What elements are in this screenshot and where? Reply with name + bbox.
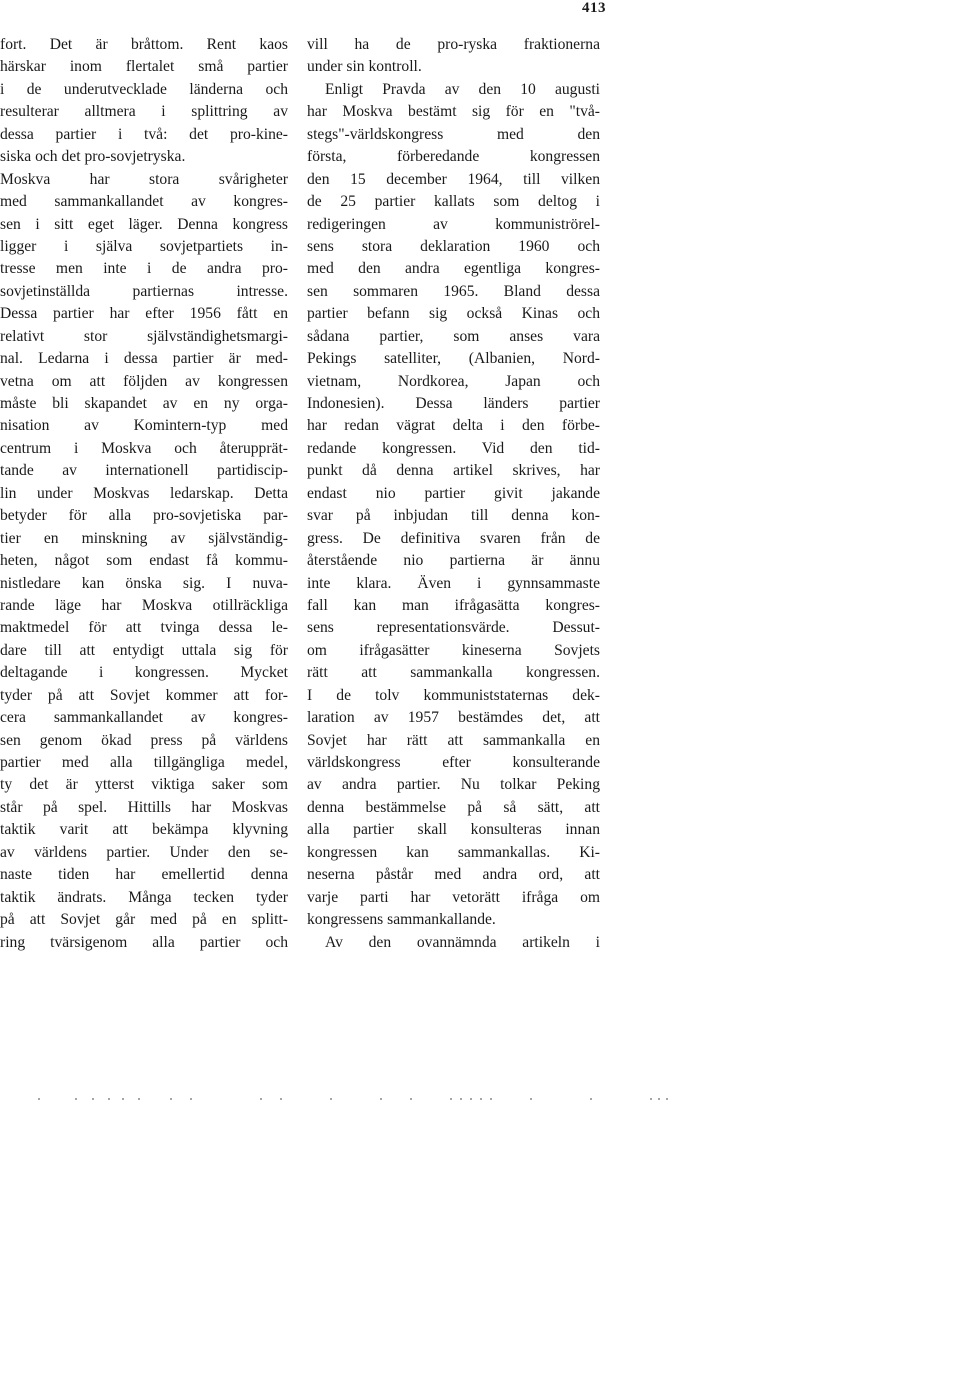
- text-line: vill ha de pro-ryska fraktionerna: [307, 36, 600, 53]
- text-line: heten, något som endast få kommu-: [0, 552, 288, 570]
- text-line: taktik varit att bekämpa klyvning: [0, 821, 288, 839]
- text-line: cera sammankallandet av kongres-: [0, 709, 288, 727]
- text-line: relativt stor självständighetsmargi-: [0, 327, 288, 345]
- text-line: betyder för alla pro-sovjetiska par-: [0, 507, 288, 525]
- text-line: vietnam, Nordkorea, Japan och: [307, 372, 600, 390]
- scan-dot: [122, 1098, 124, 1100]
- text-line: sen genom ökad press på världens: [0, 731, 288, 749]
- text-line: nal. Ledarna i dessa partier är med-: [0, 350, 288, 368]
- right-text-column: [307, 34, 600, 954]
- text-line: denna bestämmelse på så sätt, att: [307, 798, 600, 816]
- text-line: sovjetinställda partiernas intresse.: [0, 282, 288, 300]
- text-line: I de tolv kommuniststaternas dek-: [307, 686, 600, 704]
- scan-dot: [170, 1098, 172, 1100]
- text-line: härskar inom flertalet små partier: [0, 58, 288, 76]
- text-line: under sin kontroll.: [307, 58, 422, 76]
- text-line: med sammankallandet av kongres-: [0, 193, 288, 211]
- scan-dot: [75, 1098, 77, 1100]
- scan-dot: [260, 1098, 262, 1100]
- page-number: 413: [582, 0, 606, 16]
- text-line: naste tiden har emellertid denna: [0, 866, 288, 884]
- text-line: i de underutvecklade länderna och: [0, 80, 288, 98]
- scan-dot: [480, 1098, 482, 1100]
- text-line: Sovjet har rätt att sammankalla en: [307, 731, 600, 749]
- text-line: partier med alla tillgängliga medel,: [0, 754, 288, 771]
- text-line: tyder på att Sovjet kommer att for-: [0, 686, 288, 704]
- text-line: redande kongressen. Vid den tid-: [307, 439, 600, 457]
- text-line: rande läge har Moskva otillräckliga: [0, 596, 288, 614]
- text-line: måste bli skapandet av en ny orga-: [0, 395, 288, 412]
- text-line: siska och det pro-sovjetryska.: [0, 148, 186, 166]
- text-line: Av den ovannämnda artikeln i: [325, 933, 600, 951]
- text-line: Dessa partier har efter 1956 fått en: [0, 305, 288, 323]
- text-line: inte klara. Även i gynnsammaste: [307, 574, 600, 592]
- text-line: tier en minskning av självständig-: [0, 529, 288, 547]
- text-line: har Moskva bestämt sig för en "två-: [307, 103, 600, 121]
- text-line: endast nio partier givit jakande: [307, 484, 600, 502]
- text-line: med den andra egentliga kongres-: [307, 260, 600, 278]
- text-line: Moskva har stora svårigheter: [0, 170, 288, 188]
- text-line: sen i sitt eget läger. Denna kongress: [0, 215, 288, 233]
- text-line: ty det är ytterst viktiga saker som: [0, 776, 288, 794]
- scan-dot: [138, 1098, 140, 1100]
- text-line: lin under Moskvas ledarskap. Detta: [0, 484, 288, 502]
- text-line: sådana partier, som anses vara: [307, 327, 600, 345]
- scan-dot: [490, 1098, 492, 1100]
- text-line: kongressens sammankallande.: [307, 911, 496, 929]
- text-line: maktmedel för att tvinga dessa le-: [0, 619, 288, 637]
- text-line: den 15 december 1964, till vilken: [307, 170, 600, 188]
- text-line: av världens partier. Under den se-: [0, 843, 288, 861]
- text-line: sen sommaren 1965. Bland dessa: [307, 282, 600, 300]
- text-line: laration av 1957 bestämdes det, att: [307, 709, 600, 727]
- scan-dot: [190, 1098, 192, 1100]
- text-line: centrum i Moskva och återupprät-: [0, 439, 288, 457]
- text-line: de 25 partier kallats som deltog i: [307, 193, 600, 211]
- text-line: kongressen kan sammankallas. Ki-: [307, 843, 600, 861]
- text-line: Indonesien). Dessa länders partier: [307, 395, 600, 412]
- scan-dot: [280, 1098, 282, 1100]
- text-line: ligger i själva sovjetpartiets in-: [0, 237, 288, 255]
- scan-dot: [450, 1098, 452, 1100]
- scan-dot: [38, 1098, 40, 1100]
- text-line: har redan vägrat delta i den förbe-: [307, 417, 600, 435]
- left-text-column: [0, 34, 288, 954]
- text-line: partier befann sig också Kinas och: [307, 305, 600, 323]
- scan-dot: [330, 1098, 332, 1100]
- text-line: sens representationsvärde. Dessut-: [307, 619, 600, 637]
- text-line: gress. De definitiva svaren från de: [307, 529, 600, 547]
- text-line: står på spel. Hittills har Moskvas: [0, 798, 288, 816]
- text-line: nistledare kan önska sig. I nuva-: [0, 574, 288, 592]
- scan-dot: [658, 1098, 660, 1100]
- scan-dot: [380, 1098, 382, 1100]
- text-line: neserna påstår med andra ord, att: [307, 866, 600, 884]
- text-line: varje parti har vetorätt ifråga om: [307, 888, 600, 906]
- text-line: svar på inbjudan till denna kon-: [307, 507, 600, 525]
- text-line: sens stora deklaration 1960 och: [307, 237, 600, 255]
- text-line: världskongress efter konsulterande: [307, 754, 600, 771]
- text-line: alla partier skall konsulteras innan: [307, 821, 600, 839]
- text-line: på att Sovjet går med på en splitt-: [0, 911, 288, 929]
- text-line: dare till att entydigt uttala sig för: [0, 641, 288, 659]
- scan-artifact-dots: [30, 1098, 680, 1104]
- scan-dot: [530, 1098, 532, 1100]
- text-line: dessa partier i två: det pro-kine-: [0, 125, 288, 143]
- text-line: fort. Det är bråttom. Rent kaos: [0, 36, 288, 53]
- text-line: deltagande i kongressen. Mycket: [0, 664, 288, 682]
- text-line: resulterar alltmera i splittring av: [0, 103, 288, 121]
- scan-dot: [410, 1098, 412, 1100]
- text-line: om ifrågasätter kineserna Sovjets: [307, 641, 600, 659]
- text-line: fall kan man ifrågasätta kongres-: [307, 596, 600, 614]
- text-line: Enligt Pravda av den 10 augusti: [325, 80, 600, 98]
- text-line: av andra partier. Nu tolkar Peking: [307, 776, 600, 794]
- scan-dot: [470, 1098, 472, 1100]
- text-line: punkt då denna artikel skrives, har: [307, 462, 600, 480]
- text-line: första, förberedande kongressen: [307, 148, 600, 166]
- text-line: rätt att sammankalla kongressen.: [307, 664, 600, 682]
- text-line: taktik ändrats. Många tecken tyder: [0, 888, 288, 906]
- text-line: återstående nio partierna är ännu: [307, 552, 600, 570]
- text-line: redigeringen av kommuniströrel-: [307, 215, 600, 233]
- text-line: tande av internationell partidiscip-: [0, 462, 288, 480]
- text-line: vetna om att följden av kongressen: [0, 372, 288, 390]
- scan-dot: [92, 1098, 94, 1100]
- scan-dot: [590, 1098, 592, 1100]
- text-line: ring tvärsigenom alla partier och: [0, 933, 288, 951]
- scan-dot: [460, 1098, 462, 1100]
- text-line: Pekings satelliter, (Albanien, Nord-: [307, 350, 600, 368]
- scan-dot: [650, 1098, 652, 1100]
- text-line: tresse men inte i de andra pro-: [0, 260, 288, 278]
- text-line: stegs"-världskongress med den: [307, 125, 600, 143]
- scan-dot: [666, 1098, 668, 1100]
- scan-dot: [108, 1098, 110, 1100]
- text-line: nisation av Komintern-typ med: [0, 417, 288, 435]
